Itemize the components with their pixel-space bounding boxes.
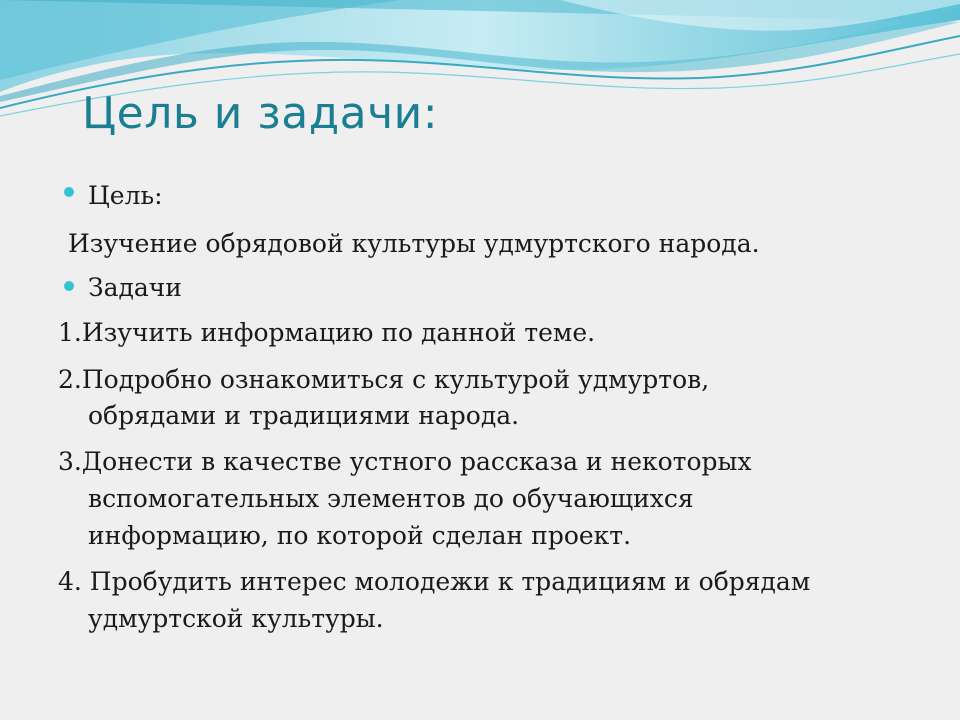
task-2-line-1: 2.Подробно ознакомиться с культурой удмуртов,	[58, 365, 710, 394]
goal-heading: Цель:	[88, 181, 163, 210]
task-1: 1.Изучить информацию по данной теме.	[58, 318, 596, 347]
task-2-line-2: обрядами и традициями народа.	[88, 401, 520, 430]
bullet-icon	[64, 187, 74, 197]
task-3-line-1: 3.Донести в качестве устного рассказа и некоторых	[58, 447, 752, 476]
goal-text: Изучение обрядовой культуры удмуртского народа.	[68, 229, 760, 258]
slide-title: Цель и задачи:	[82, 88, 439, 139]
task-4-line-1: 4. Пробудить интерес молодежи к традициям и обрядам	[58, 567, 811, 596]
task-3-line-2: вспомогательных элементов до обучающихся	[88, 484, 694, 513]
task-3-line-3: информацию, по которой сделан проект.	[88, 521, 632, 550]
task-4-line-2: удмуртской культуры.	[88, 604, 384, 633]
bullet-icon	[64, 281, 74, 291]
tasks-heading: Задачи	[88, 273, 182, 302]
